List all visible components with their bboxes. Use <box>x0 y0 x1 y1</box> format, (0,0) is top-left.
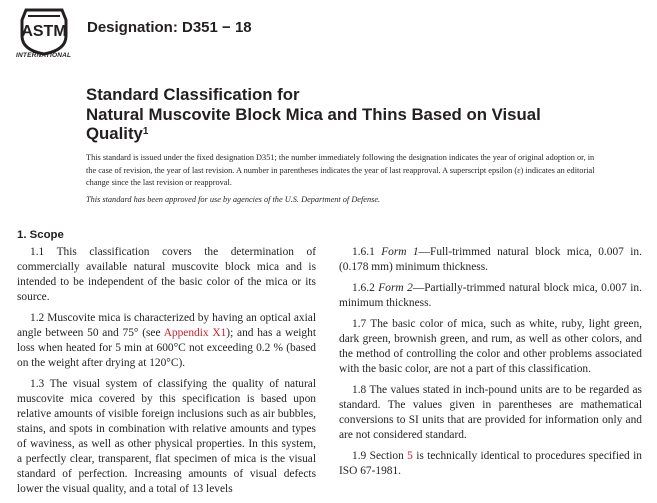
paragraph-1-3: 1.3 The visual system of classifying the quality of natural muscovite mica covered by this specification is based upon relative amounts of visible foreign inclusions such as air bubbles, stains, and spots in combination with relative amounts and types of waviness, as well as other physical properties. In this system, a perfectly clear, transparent, flat specimen of mica is the visual standard of perfection. Increasing amounts of visual defects lower the visual quality, and a total of 13 levels <box>17 378 316 495</box>
logo-wordmark: INTERNATIONAL <box>16 52 72 59</box>
paragraph-1-6-1: 1.6.1 Form 1—Full-trimmed natural block mica, 0.007 in. (0.178 mm) minimum thickness. <box>339 246 642 273</box>
title-line-3: Quality <box>86 124 143 143</box>
right-column <box>339 245 642 485</box>
title-line-2: Natural Muscovite Block Mica and Thins Based on Visual <box>86 104 541 124</box>
title-line-1: Standard Classification for <box>86 85 300 104</box>
paragraph-1-8: 1.8 The values stated in inch-pound units are to be regarded as standard. The values given in parentheses are mathematical conversions to SI units that are provided for information only and are not considered standard. <box>339 384 642 441</box>
designation: Designation: D351 − 18 <box>87 19 252 36</box>
paragraph-1-7: 1.7 The basic color of mica, such as white, ruby, light green, dark green, brownish green, and rum, as well as other colors, and the method of controlling the color and other problems associated with the basic color, are not a part of this classification. <box>339 318 642 375</box>
paragraph-1-9: 1.9 Section 5 is technically identical to procedures specified in ISO 67-1981. <box>339 450 642 477</box>
logo-lettering: ASTM <box>21 23 67 40</box>
title-footnote-mark[interactable]: 1 <box>142 126 149 137</box>
section-5-link[interactable]: 5 <box>407 450 413 462</box>
page-title <box>86 85 606 144</box>
issuance-notice: This standard is issued under the fixed designation D351; the number immediately following the designation indicates the year of original adoption or, in the case of revision, the year of last revision. A number in parentheses indicates the year of last reapproval. A superscript epsilon (ε) indicates an editorial change since the last revision or reapproval. <box>86 153 595 187</box>
paragraph-1-1: 1.1 This classification covers the determination of commercially available natural muscovite block mica and is intended to be independent of the basic color of the mica or its source. <box>17 246 316 303</box>
appendix-x1-link[interactable]: Appendix X1 <box>163 327 227 339</box>
paragraph-1-2: 1.2 Muscovite mica is characterized by having an optical axial angle between 50 and 75° (see Appendix X1); and has a weight loss when heated for 5 min at 600°C not exceeding 0.2 % (based on the weight after drying at 120°C). <box>17 312 316 369</box>
section-heading-scope: 1. Scope <box>17 229 64 241</box>
approval-note: This standard has been approved for use by agencies of the U.S. Department of Defense. <box>86 195 381 204</box>
paragraph-1-6-2: 1.6.2 Form 2—Partially-trimmed natural block mica, 0.007 in. minimum thickness. <box>339 282 642 309</box>
